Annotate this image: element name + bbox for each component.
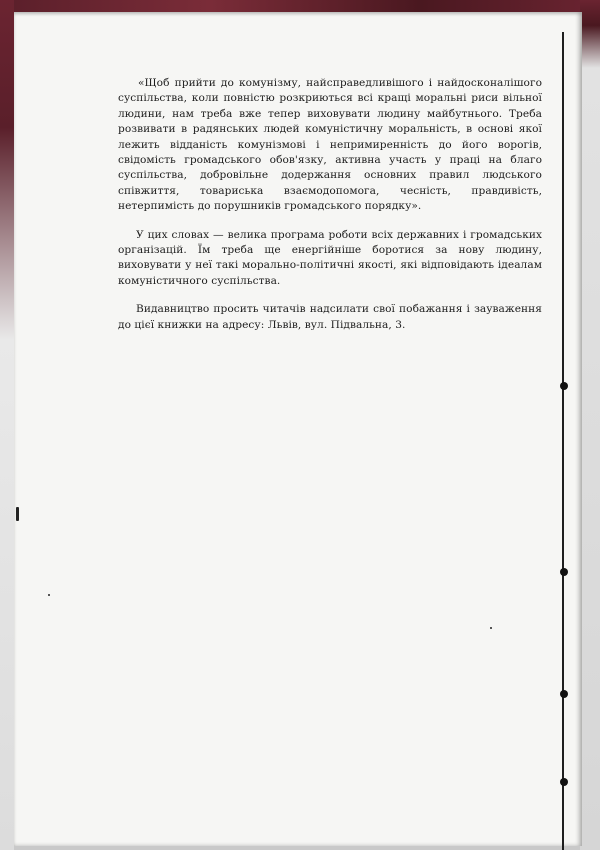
cover-edge-left	[0, 0, 14, 850]
publisher-note: Видавництво просить читачів надсилати свої побажання і зауваження до цієї книжки на адресу: Львів, вул. Підвальна, 3.	[118, 303, 542, 331]
scan-speck	[48, 594, 50, 596]
scan-speck	[490, 627, 492, 629]
binding-stitch	[560, 382, 568, 390]
book-page	[14, 12, 582, 846]
quote-paragraph: «Щоб прийти до комунізму, найсправедливішого і найдосконалішого суспільства, коли повністю розкриються всі кращі моральні риси вільної людини, нам треба вже тепер виховувати людину майбутнього. Треба розвивати в радянських людей комуністичну моральність, в основі якої лежить відданість комунізмові і непримиренність до його ворогів, свідомість громадського обов'язку, активна участь у праці на благо суспільства, добровільне додержання основних правил людського співжиття, товариська взаємодопомога, чесність, правдивість, нетерпимість до порушників громадського порядку».	[118, 77, 542, 213]
binding-stitch	[560, 778, 568, 786]
page-text	[118, 76, 542, 346]
binding-stitch	[560, 690, 568, 698]
scan-speck	[16, 507, 19, 521]
program-paragraph: У цих словах — велика програма роботи всіх державних і громадських організацій. Їм треба ще енергійніше боротися за нову людину, виховувати у неї такі морально-політичні якості, які відповідають ідеалам комуністичного суспільства.	[118, 228, 542, 287]
binding-stitch	[560, 568, 568, 576]
binding-line	[562, 32, 564, 850]
cover-edge-right	[580, 0, 600, 850]
